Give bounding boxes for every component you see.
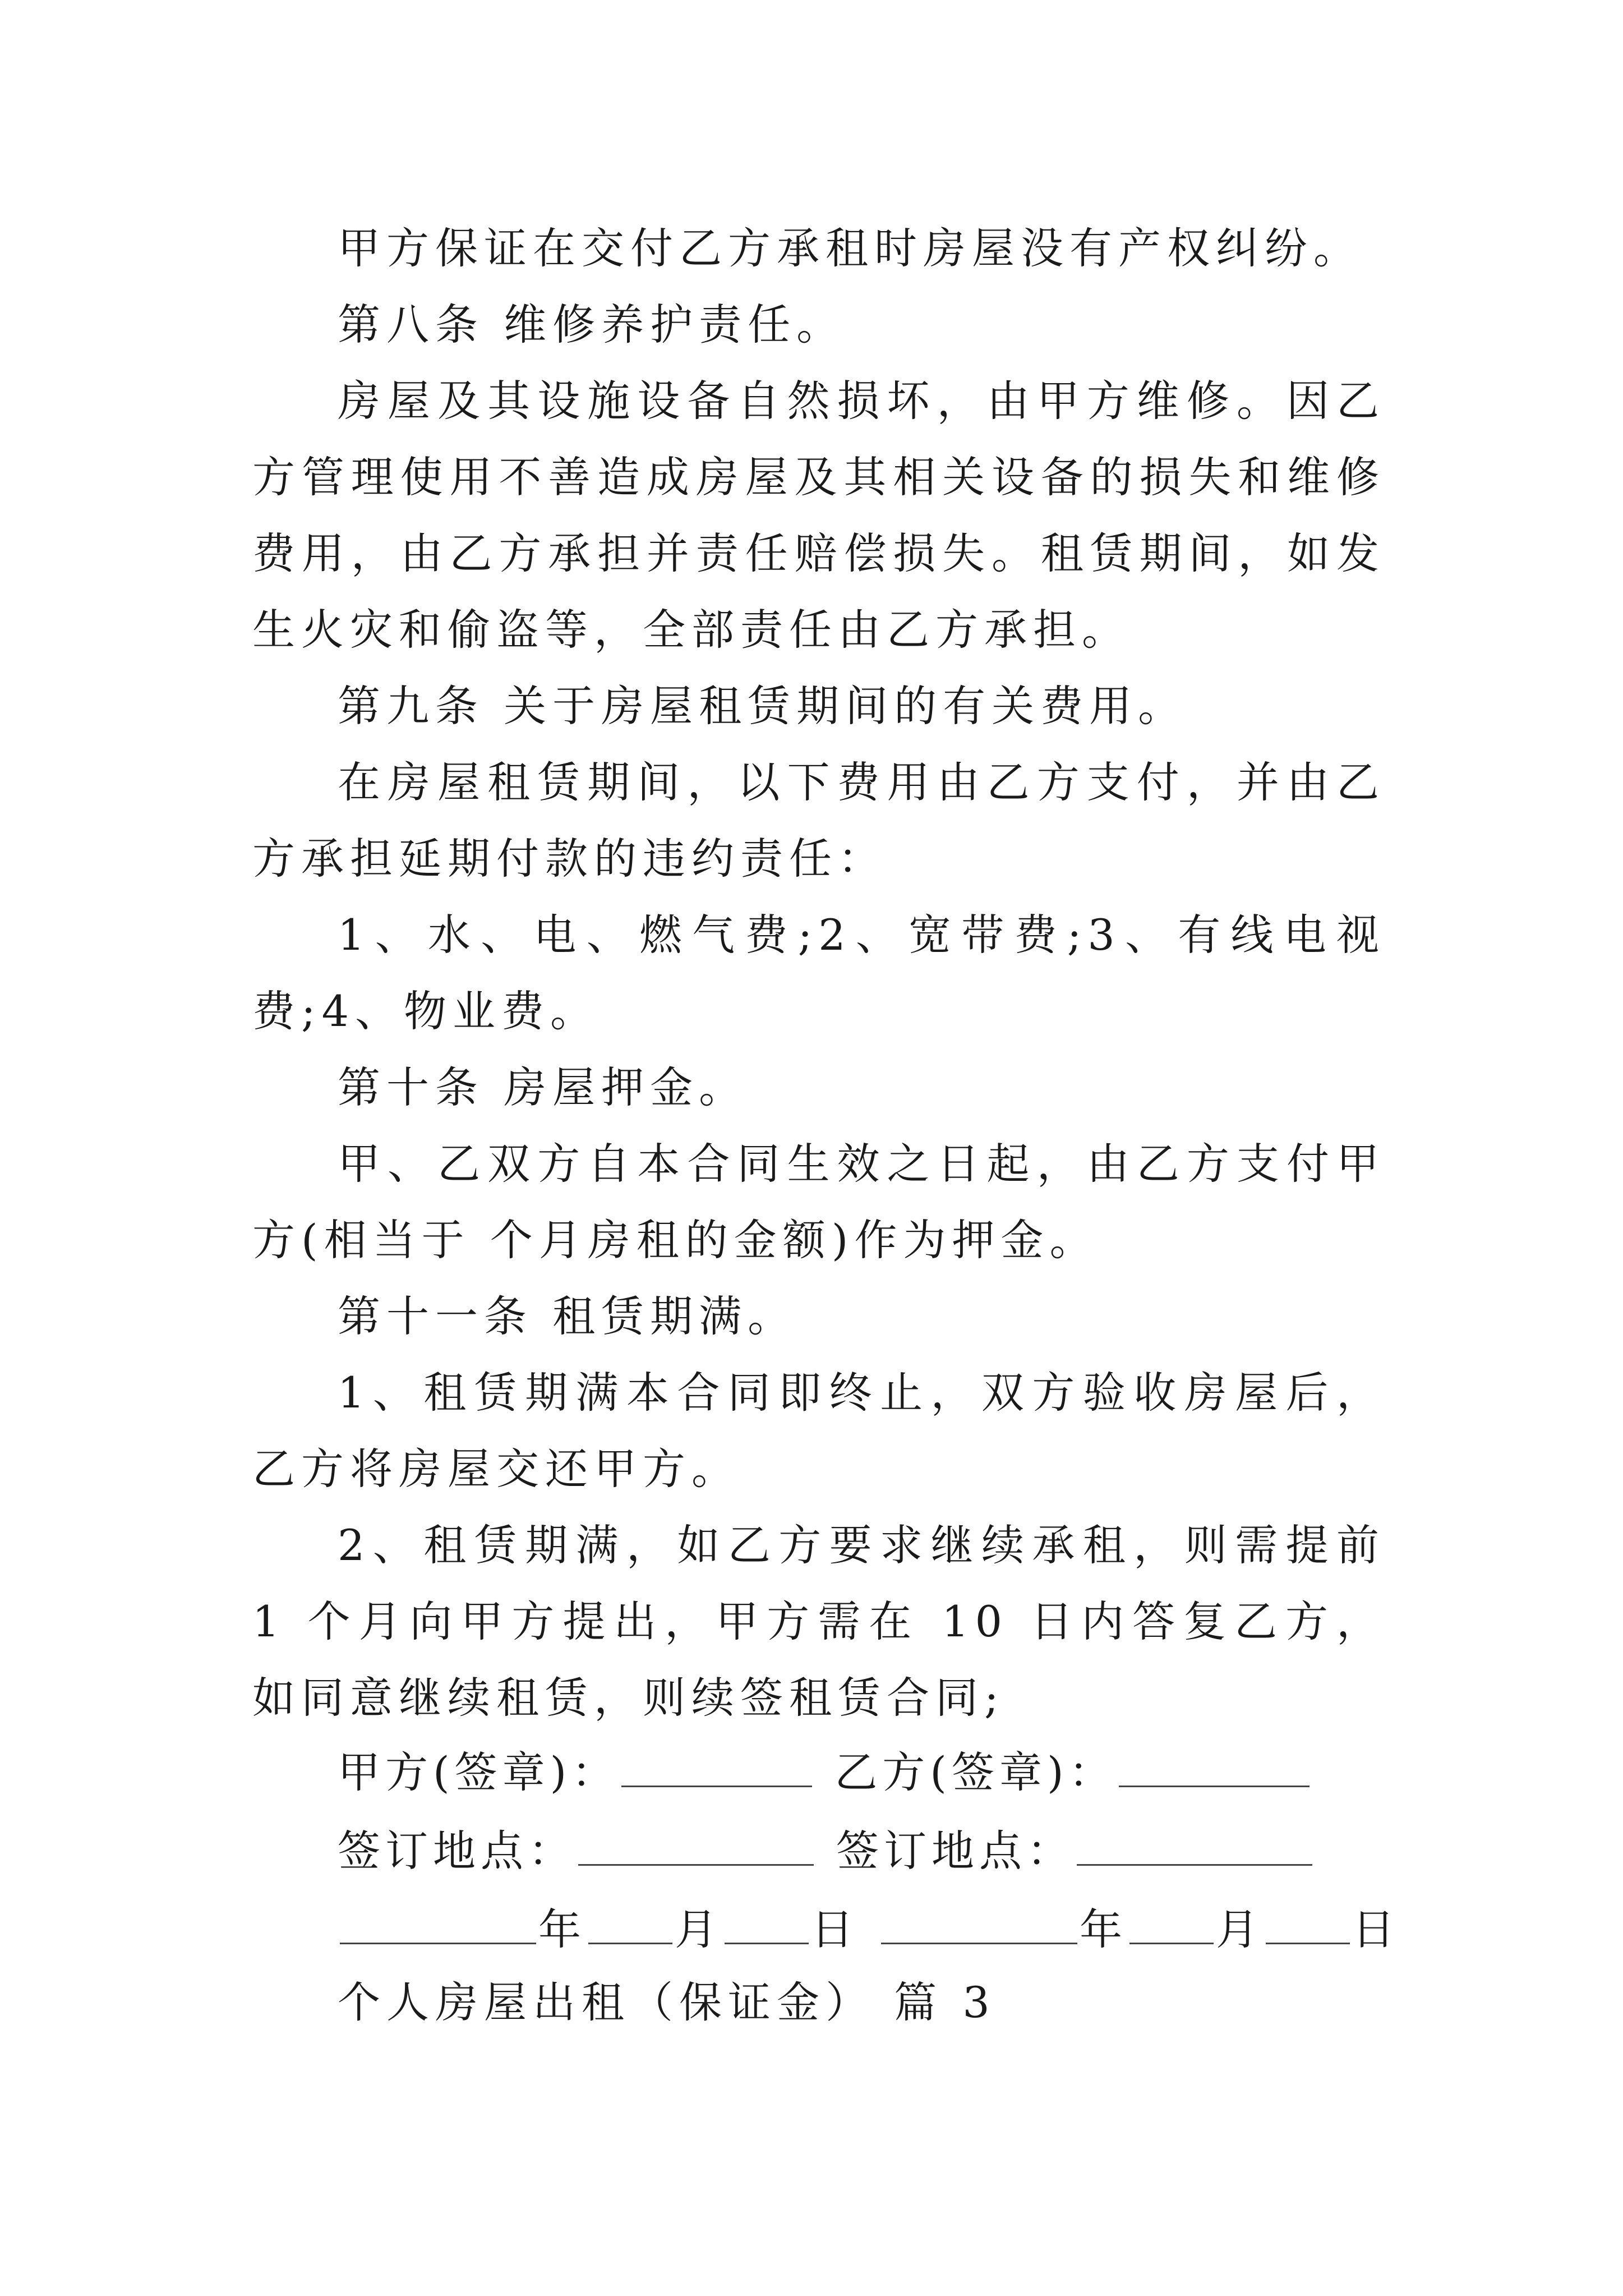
article-10-heading: 第十条 房屋押金。 [338, 1062, 748, 1112]
date-a-month-blank[interactable] [588, 1899, 672, 1944]
paragraph-fees-intro: 在房屋租赁期间，以下费用由乙方支付，并由乙方承担延期付款的违约责任： [252, 757, 1385, 884]
date-b-day-label: 日 [1352, 1904, 1400, 1954]
article-9-heading: 第九条 关于房屋租赁期间的有关费用。 [338, 681, 1187, 731]
next-section-title: 个人房屋出租（保证金） 篇 3 [338, 1977, 996, 2027]
article-11-heading: 第十一条 租赁期满。 [338, 1291, 797, 1341]
signature-row-parties [338, 1739, 1312, 1806]
paragraph-property-guarantee: 甲方保证在交付乙方承租时房屋没有产权纠纷。 [338, 223, 1362, 273]
place-a-label: 签订地点： [338, 1826, 576, 1876]
date-b-year-label: 年 [1080, 1904, 1127, 1954]
party-a-signature-blank[interactable] [621, 1742, 812, 1787]
date-b-year-blank[interactable] [881, 1899, 1077, 1944]
article-8-heading: 第八条 维修养护责任。 [338, 300, 846, 349]
paragraph-deposit: 甲、乙双方自本合同生效之日起，由乙方支付甲方(相当于 个月房租的金额)作为押金。 [252, 1139, 1385, 1265]
signature-row-dates [338, 1896, 1400, 1963]
place-a-blank[interactable] [578, 1820, 814, 1866]
date-a-year-blank[interactable] [340, 1899, 536, 1944]
party-b-signature-blank[interactable] [1119, 1742, 1310, 1787]
paragraph-lease-end: 1、租赁期满本合同即终止，双方验收房屋后，乙方将房屋交还甲方。 [252, 1368, 1385, 1494]
party-a-signature-label: 甲方(签章)： [338, 1747, 620, 1797]
date-b-month-blank[interactable] [1129, 1899, 1214, 1944]
paragraph-maintenance: 房屋及其设施设备自然损坏，由甲方维修。因乙方管理使用不善造成房屋及其相关设备的损失和维修费用，由乙方承担并责任赔偿损失。租赁期间，如发生火灾和偷盗等，全部责任由乙方承担。 [252, 376, 1385, 655]
paragraph-lease-renewal: 2、租赁期满，如乙方要求继续承租，则需提前 1 个月向甲方提出，甲方需在 10 日内答复乙方，如同意继续租赁，则续签租赁合同; [252, 1520, 1405, 1723]
signature-row-places [338, 1818, 1315, 1885]
date-a-day-blank[interactable] [725, 1899, 809, 1944]
party-b-signature-label: 乙方(签章)： [834, 1747, 1117, 1797]
date-b-day-blank[interactable] [1266, 1899, 1350, 1944]
place-b-blank[interactable] [1077, 1820, 1312, 1866]
place-b-label: 签订地点： [836, 1826, 1075, 1876]
date-a-month-label: 月 [675, 1904, 722, 1954]
contract-body [252, 210, 1405, 1736]
date-b-month-label: 月 [1216, 1904, 1264, 1954]
date-a-day-label: 日 [811, 1904, 859, 1954]
paragraph-fees-list: 1、水、电、燃气费;2、宽带费;3、有线电视费;4、物业费。 [252, 910, 1385, 1036]
date-a-year-label: 年 [538, 1904, 586, 1954]
